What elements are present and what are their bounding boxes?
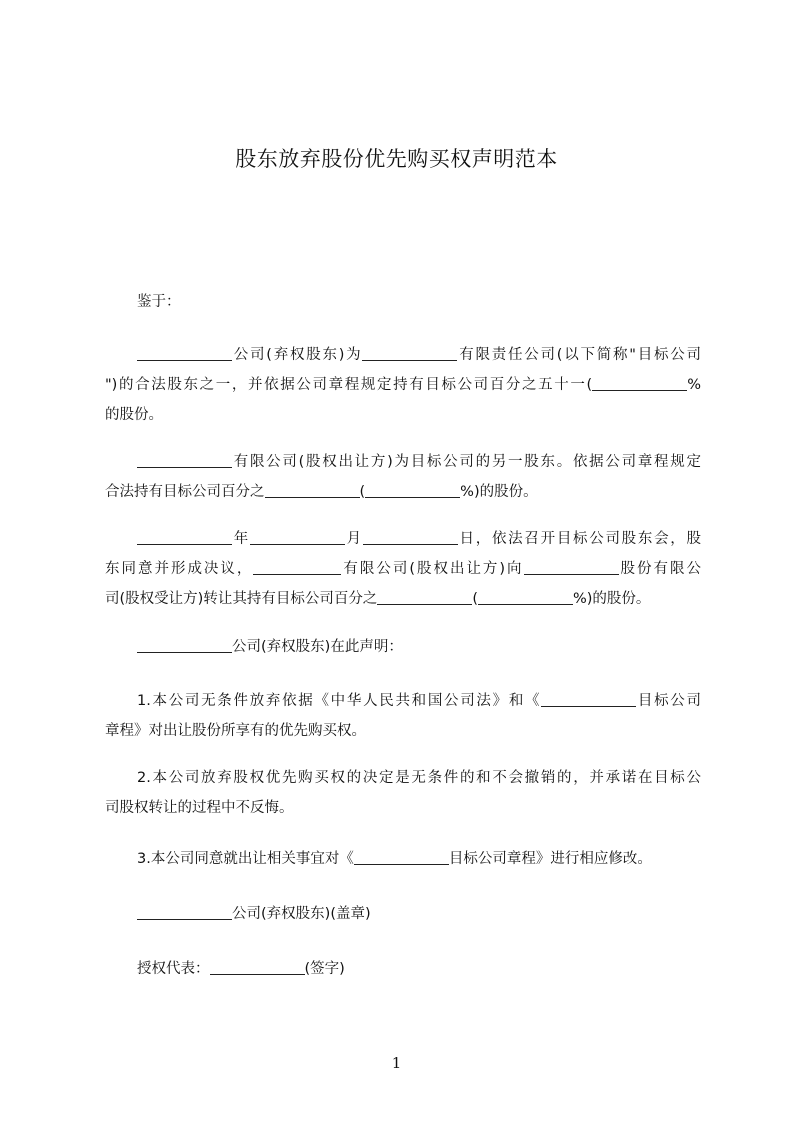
text-segment: 股份有限公: [618, 561, 701, 577]
clause-1-line-1: [105, 686, 701, 716]
text-segment: 合法持有目标公司百分之: [105, 484, 265, 500]
text-segment: 有限公司(股权出让方)向: [341, 561, 524, 577]
text-segment: 授权代表：: [137, 961, 210, 977]
text-segment: 目标公司章程》进行相应修改。: [448, 851, 652, 867]
clause-1: [105, 686, 701, 746]
paragraph-1-line-2: [105, 370, 701, 400]
text-segment: 章程》对出让股份所享有的优先购买权。: [105, 723, 366, 739]
blank-field[interactable]: [137, 346, 232, 362]
text-segment: 目标公司: [636, 693, 701, 709]
paragraph-2-line-1: [105, 447, 701, 477]
text-segment: %)的股份。: [460, 484, 538, 500]
blank-field[interactable]: [253, 560, 341, 576]
blank-field[interactable]: [541, 692, 636, 708]
blank-field[interactable]: [365, 483, 460, 499]
text-segment: 月: [344, 531, 363, 547]
blank-field[interactable]: [363, 530, 458, 546]
clause-2: [105, 763, 701, 823]
paragraph-4: [105, 632, 701, 662]
blank-field[interactable]: [265, 483, 360, 499]
paragraph-3-line-2: [105, 554, 701, 584]
blank-field[interactable]: [592, 376, 687, 392]
blank-field[interactable]: [250, 530, 345, 546]
text-segment: 东同意并形成决议，: [105, 561, 254, 577]
page-number: 1: [391, 1054, 402, 1072]
blank-field[interactable]: [137, 530, 232, 546]
paragraph-2-line-2: [105, 477, 701, 507]
blank-field[interactable]: [478, 590, 573, 606]
text-segment: 公司(弃权股东)(盖章): [232, 906, 371, 922]
blank-field[interactable]: [137, 453, 232, 469]
text-segment: 公司(弃权股东)为: [232, 347, 363, 363]
blank-field[interactable]: [524, 560, 619, 576]
text-segment: 司股权转让的过程中不反悔。: [105, 800, 294, 816]
paragraph-1: [105, 340, 701, 430]
paragraph-1-line-3: [105, 400, 701, 430]
paragraph-2: [105, 447, 701, 507]
text-segment: (签字): [304, 961, 345, 977]
signature-representative: [105, 954, 701, 984]
text-segment: 年: [232, 531, 250, 547]
clause-3: [105, 844, 701, 874]
text-segment: (: [472, 591, 478, 607]
clause-2-line-1: [105, 763, 701, 793]
text-segment: 司(股权受让方)转让其持有目标公司百分之: [105, 591, 378, 607]
text-segment: 日，依法召开目标公司股东会，股: [457, 531, 702, 547]
blank-field[interactable]: [362, 346, 457, 362]
blank-field[interactable]: [137, 905, 232, 921]
document-title: 股东放弃股份优先购买权声明范本: [235, 147, 558, 171]
paragraph-3: [105, 524, 701, 614]
text-segment: 的股份。: [105, 407, 163, 423]
text-segment: 1.本公司无条件放弃依据《中华人民共和国公司法》和《: [137, 693, 542, 709]
blank-field[interactable]: [354, 850, 449, 866]
clause-2-line-2: [105, 793, 701, 823]
text-segment: 2.本公司放弃股权优先购买权的决定是无条件的和不会撤销的，并承诺在目标公: [137, 770, 701, 786]
paragraph-3-line-3: [105, 584, 701, 614]
intro-text: 鉴于：: [137, 294, 181, 310]
text-segment: ")的合法股东之一，并依据公司章程规定持有目标公司百分之五十一(: [105, 377, 593, 393]
blank-field[interactable]: [210, 960, 305, 976]
text-segment: 公司(弃权股东)在此声明：: [232, 639, 403, 655]
text-segment: 有限公司(股权出让方)为目标公司的另一股东。依据公司章程规定: [232, 454, 701, 470]
signature-company: [105, 899, 701, 929]
intro-paragraph: [105, 287, 701, 317]
text-segment: %: [687, 377, 701, 393]
clause-1-line-2: [105, 716, 701, 746]
blank-field[interactable]: [137, 638, 232, 654]
text-segment: 有限责任公司(以下简称"目标公司: [457, 347, 701, 363]
paragraph-3-line-1: [105, 524, 701, 554]
text-segment: 3.本公司同意就出让相关事宜对《: [137, 851, 354, 867]
text-segment: %)的股份。: [572, 591, 651, 607]
paragraph-1-line-1: [105, 340, 701, 370]
blank-field[interactable]: [377, 590, 472, 606]
text-segment: (: [359, 484, 366, 500]
